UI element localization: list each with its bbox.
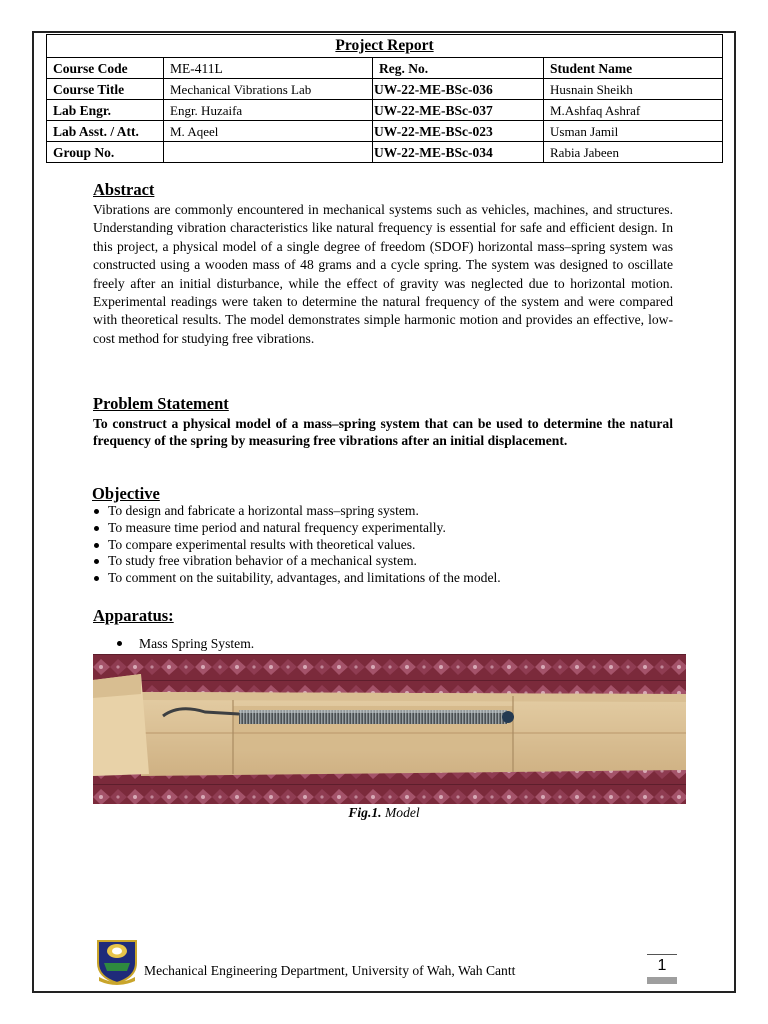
row-value: M. Aqeel (164, 121, 373, 142)
student-name-header: Student Name (544, 58, 723, 79)
apparatus-item: Mass Spring System. (117, 635, 254, 652)
list-item: To study free vibration behavior of a mechanical system. (93, 553, 693, 570)
student-name-cell: Husnain Sheikh (544, 79, 723, 100)
row-value: ME-411L (164, 58, 373, 79)
row-label: Lab Asst. / Att. (47, 121, 164, 142)
table-row (47, 121, 723, 142)
student-name-cell: Rabia Jabeen (544, 142, 723, 163)
footer-department: Mechanical Engineering Department, University of Wah, Wah Cantt (144, 963, 516, 978)
university-logo (94, 937, 140, 985)
reg-no-cell: UW-22-ME-BSc-036 (373, 79, 544, 100)
row-label: Course Title (47, 79, 164, 100)
table-row (47, 58, 723, 79)
problem-statement-heading: Problem Statement (93, 394, 229, 413)
objective-heading: Objective (92, 484, 160, 503)
objective-list (93, 503, 693, 587)
table-row (47, 142, 723, 163)
student-name-cell: Usman Jamil (544, 121, 723, 142)
row-value (164, 142, 373, 163)
abstract-heading: Abstract (93, 180, 155, 199)
list-item: To measure time period and natural frequency experimentally. (93, 520, 693, 537)
figure-caption-text: Model (381, 805, 420, 820)
table-title: Project Report (47, 35, 723, 58)
figure-label: Fig.1. (348, 805, 382, 820)
student-name-cell: M.Ashfaq Ashraf (544, 100, 723, 121)
list-item: To compare experimental results with theoretical values. (93, 537, 693, 554)
page-number-box (647, 954, 677, 984)
list-item: To comment on the suitability, advantages, and limitations of the model. (93, 570, 693, 587)
reg-no-cell: UW-22-ME-BSc-034 (373, 142, 544, 163)
mass-spring-model-image (93, 654, 686, 804)
row-value: Engr. Huzaifa (164, 100, 373, 121)
abstract-text: Vibrations are commonly encountered in mechanical systems such as vehicles, machines, and structures. Understanding vibration characteristics like natural frequency is essential for safe and efficient design. In this project, a physical model of a single degree of freedom (SDOF) horizontal mass–spring system was constructed using a wooden mass of 48 grams and a cycle spring. The system was designed to oscillate freely after an initial disturbance, while the effect of gravity was neglected due to horizontal motion. Experimental readings were taken to determine the natural frequency of the system and were compared with theoretical results. The model demonstrates simple harmonic motion and provides an effective, low-cost method for studying free vibrations. (93, 202, 673, 346)
reg-no-header: Reg. No. (373, 58, 544, 79)
table-row (47, 79, 723, 100)
reg-no-cell: UW-22-ME-BSc-023 (373, 121, 544, 142)
page-number: 1 (657, 957, 667, 974)
problem-statement-text: To construct a physical model of a mass–spring system that can be used to determine the natural frequency of the spring by measuring free vibrations after an initial displacement. (93, 416, 673, 448)
university-crest-icon (94, 937, 140, 985)
reg-no-cell: UW-22-ME-BSc-037 (373, 100, 544, 121)
list-item: To design and fabricate a horizontal mass–spring system. (93, 503, 693, 520)
row-label: Lab Engr. (47, 100, 164, 121)
table-row (47, 100, 723, 121)
row-value: Mechanical Vibrations Lab (164, 79, 373, 100)
row-label: Course Code (47, 58, 164, 79)
page-number-rule (647, 954, 677, 955)
page-number-bar (647, 977, 677, 984)
apparatus-heading: Apparatus: (93, 606, 174, 625)
figure-caption (0, 805, 768, 821)
model-photo (93, 654, 686, 804)
row-label: Group No. (47, 142, 164, 163)
project-report-table (46, 34, 723, 163)
